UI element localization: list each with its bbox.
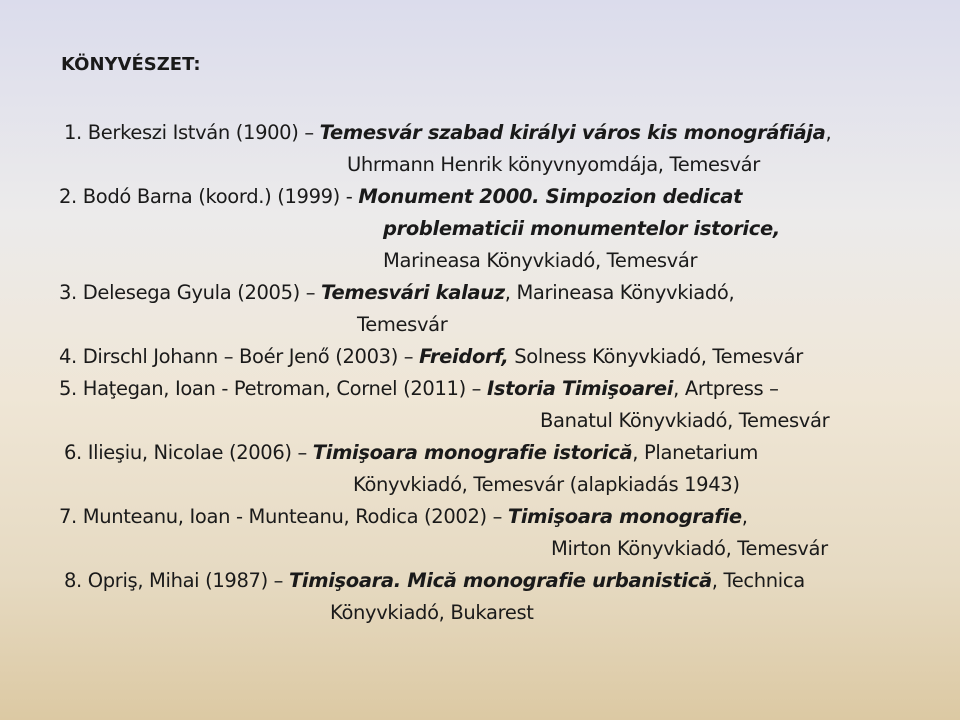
entry-3-author: 3. Delesega Gyula (2005) – <box>59 281 322 304</box>
entry-2-line-2: problematicii monumentelor istorice, <box>383 217 780 240</box>
entry-7-line-1 <box>59 505 748 529</box>
entry-6-author: 6. Ilieşiu, Nicolae (2006) – <box>64 441 313 464</box>
entry-1-line-1 <box>64 121 831 145</box>
entry-5-suffix: , Artpress – <box>673 377 779 400</box>
entry-8-line-2: Könyvkiadó, Bukarest <box>330 601 534 624</box>
bibliography-heading: KÖNYVÉSZET: <box>61 54 201 75</box>
entry-2-line-1 <box>59 185 742 209</box>
entry-6-title: Timişoara monografie istorică <box>312 441 633 464</box>
entry-5-title: Istoria Timişoarei <box>486 377 674 400</box>
entry-1-title: Temesvár szabad királyi város kis monográfiája <box>319 121 826 144</box>
entry-7-author: 7. Munteanu, Ioan - Munteanu, Rodica (2002) – <box>59 505 508 528</box>
entry-4-line-1 <box>59 345 803 369</box>
entry-7-line-2: Mirton Könyvkiadó, Temesvár <box>551 537 828 560</box>
entry-8-suffix: , Technica <box>711 569 805 592</box>
entry-4-title: Freidorf, <box>419 345 509 368</box>
entry-7-title: Timişoara monografie <box>507 505 742 528</box>
entry-4-author: 4. Dirschl Johann – Boér Jenő (2003) – <box>59 345 420 368</box>
entry-2-line-3: Marineasa Könyvkiadó, Temesvár <box>383 249 698 272</box>
entry-2-title: Monument 2000. Simpozion dedicat <box>358 185 743 208</box>
entry-8-author: 8. Opriş, Mihai (1987) – <box>64 569 289 592</box>
entry-5-line-1 <box>59 377 779 401</box>
entry-6-suffix: , Planetarium <box>632 441 759 464</box>
entry-5-author: 5. Haţegan, Ioan - Petroman, Cornel (2011) – <box>59 377 487 400</box>
entry-3-line-1 <box>59 281 734 305</box>
entry-3-line-2: Temesvár <box>357 313 448 336</box>
entry-1-line-2: Uhrmann Henrik könyvnyomdája, Temesvár <box>347 153 760 176</box>
entry-6-line-1 <box>64 441 758 465</box>
entry-3-suffix: , Marineasa Könyvkiadó, <box>504 281 735 304</box>
entry-8-line-1 <box>64 569 805 593</box>
entry-7-suffix: , <box>741 505 748 528</box>
entry-3-title: Temesvári kalauz <box>321 281 505 304</box>
entry-4-suffix: Solness Könyvkiadó, Temesvár <box>508 345 803 368</box>
entry-8-title: Timişoara. Mică monografie urbanistică <box>288 569 712 592</box>
entry-5-line-2: Banatul Könyvkiadó, Temesvár <box>540 409 830 432</box>
entry-2-author: 2. Bodó Barna (koord.) (1999) - <box>59 185 359 208</box>
entry-6-line-2: Könyvkiadó, Temesvár (alapkiadás 1943) <box>353 473 740 496</box>
entry-1-suffix: , <box>825 121 832 144</box>
entry-1-author: 1. Berkeszi István (1900) – <box>64 121 320 144</box>
